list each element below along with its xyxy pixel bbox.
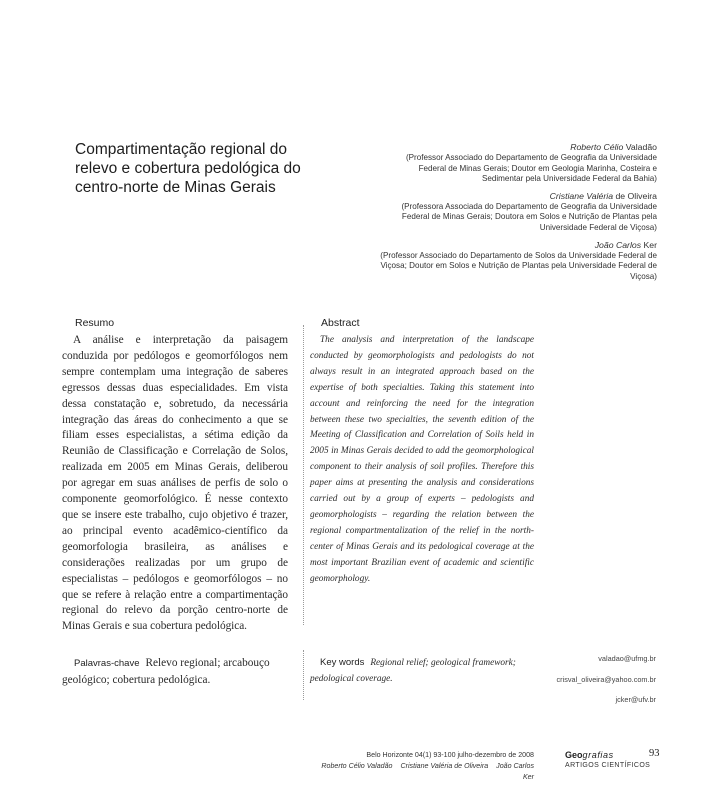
author-1-given-name: Roberto Célio (570, 142, 624, 152)
keywords-pt-text: Relevo regional; arcabouço geológico; cobertura pedológica. (62, 657, 270, 686)
journal-logo-rest: grafias (582, 750, 614, 760)
author-2-given-name: Cristiane Valéria (549, 190, 614, 201)
footer-authors (320, 761, 534, 783)
keywords-pt-label: Palavras-chave (74, 658, 140, 669)
author-3-family-name: Ker (643, 239, 657, 250)
author-3-name (380, 240, 657, 251)
footer-author-2: Cristiane Valéria de Oliveira (400, 762, 489, 770)
author-block (380, 142, 657, 288)
author-2 (380, 191, 657, 234)
footer-author-3: João Carlos Ker (496, 762, 534, 781)
article-title: Compartimentação regional do relevo e cobertura pedológica do centro-norte de Minas Gerais (75, 141, 301, 196)
author-3-given-name: João Carlos (594, 239, 642, 250)
author-1-affiliation: (Professor Associado do Departamento de Geografia da Universidade Federal de Minas Gerais; Doutor em Geologia Marinha, Costeira e Sedimentar pela Universidade Federal da Bahia) (405, 153, 657, 184)
author-1 (380, 142, 657, 185)
keywords-divider (303, 650, 304, 700)
footer-author-1: Roberto Célio Valadão (321, 762, 393, 770)
footer-citation-block (320, 750, 534, 783)
section-label: ARTIGOS CIENTÍFICOS (565, 762, 651, 769)
journal-logo-bold: Geo (565, 750, 583, 760)
keywords-en-text: Regional relief; geological framework; pedological coverage. (310, 658, 516, 684)
author-1-family-name: Valadão (625, 142, 657, 152)
journal-logo (565, 750, 614, 760)
keywords-pt (62, 655, 292, 688)
keywords-en-label: Key words (320, 657, 365, 668)
email-1[interactable]: valadao@ufmg.br (598, 654, 656, 663)
author-2-family-name: de Oliveira (615, 190, 657, 201)
author-3-affiliation: (Professor Associado do Departamento de Solos da Universidade Federal de Viçosa; Doutor em Solos e Nutrição de Plantas pela Universidade Federal de Viçosa) (380, 250, 657, 281)
email-2[interactable]: crisval_oliveira@yahoo.com.br (556, 674, 656, 684)
author-3 (380, 240, 657, 283)
email-list (500, 654, 656, 716)
resumo-body: A análise e interpretação da paisagem conduzida por pedólogos e geomorfólogos nem sempre contemplam uma integração de saberes egressos dessas duas especialidades. Em vista dessa constatação e, sobretudo, da necessária integração das áreas do conhecimento a que se filiam esses especialistas, a sétima edição da Reunião de Classificação e Correlação de Solos, realizada em 2005 em Minas Gerais, deliberou por agregar em suas análises de perfis de solo o componente geomorfológico. É nesse contexto que se insere este trabalho, cujo objetivo é trazer, ao principal evento acadêmico-científico da geomorfologia brasileira, as análises e considerações realizadas por um grupo de especialistas – pedólogos e geomorfólogos – no que se refere à relação entre a compartimentação regional do relevo da porção centro-norte de Minas Gerais e sua cobertura pedológica. (62, 334, 288, 633)
author-2-name (380, 191, 657, 202)
email-3[interactable]: jcker@ufv.br (615, 695, 656, 704)
abstract-body: The analysis and interpretation of the landscape conducted by geomorphologists and pedologists do not always result in an integrated approach based on the expertise of both specialties. Taking this statement into account and reinforcing the need for the integration between these two specialties, the seventh edition of the Meeting of Classification and Correlation of Soils held in 2005 in Minas Gerais decided to add the geomorphological component to their analysis of soil profiles. Therefore this paper aims at presenting the analysis and considerations carried out by a group of experts – pedologists and geomorphologists – regarding the relation between the regional compartmentalization of the relief in the north-center of Minas Gerais and its pedological coverage at the most important Brazilian event of academic and scientific geomorphology. (310, 335, 534, 584)
author-2-affiliation: (Professora Associada do Departamento de Geografia da Universidade Federal de Minas Gerais; Doutora em Solos e Nutrição de Plantas pela Universidade Federal de Viçosa) (401, 201, 657, 232)
resumo-heading: Resumo (75, 317, 115, 329)
author-1-name (380, 142, 657, 153)
page-number: 93 (649, 748, 660, 759)
abstract-heading: Abstract (321, 317, 360, 329)
footer-citation: Belo Horizonte 04(1) 93-100 julho-dezembro de 2008 (366, 751, 534, 759)
column-divider (303, 325, 304, 625)
